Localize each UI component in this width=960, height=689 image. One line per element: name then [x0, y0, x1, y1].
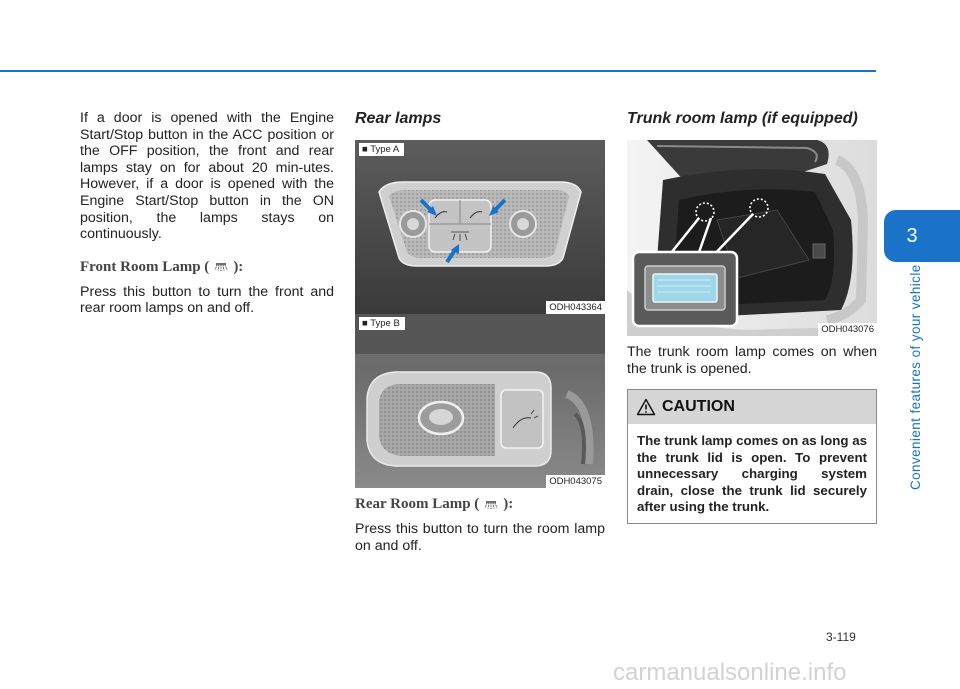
rear-heading-text: Rear Room Lamp ( [355, 496, 480, 512]
caution-label: CAUTION [662, 398, 735, 415]
rear-lamp-figure-type-b [355, 314, 605, 488]
column-2 [355, 110, 605, 554]
trunk-illustration [627, 140, 877, 336]
page-number: 3-119 [826, 630, 856, 644]
caution-box [627, 389, 877, 524]
type-a-label: ■ Type A [359, 143, 404, 156]
room-lamp-icon [212, 261, 230, 273]
front-heading-text: Front Room Lamp ( [80, 258, 210, 275]
room-lamp-icon [482, 499, 500, 511]
chapter-tab [884, 210, 960, 262]
rear-lamp-figure-type-a [355, 140, 605, 314]
front-room-lamp-heading [80, 259, 334, 276]
rear-room-lamp-text: Press this button to turn the room lamp on and off. [355, 521, 605, 554]
rear-lamp-type-a-illustration [355, 140, 605, 314]
chapter-number: 3 [906, 224, 918, 247]
front-heading-suffix: ): [233, 258, 244, 275]
front-room-lamp-text: Press this button to turn the front and rear room lamps on and off. [80, 283, 334, 317]
column-1 [80, 110, 334, 317]
figure-code-trunk: ODH043076 [818, 323, 877, 336]
figure-code-a: ODH043364 [546, 301, 605, 314]
caution-header [628, 390, 876, 424]
watermark-text: carmanualsonline.info [613, 659, 847, 686]
chapter-title: Convenient features of your vehicle [908, 264, 923, 490]
trunk-lamp-figure [627, 140, 877, 336]
top-rule [0, 70, 876, 72]
trunk-lamp-title: Trunk room lamp (if equipped) [627, 110, 858, 127]
type-b-label: ■ Type B [359, 317, 405, 330]
rear-room-lamp-heading [355, 496, 605, 513]
column-3 [627, 110, 877, 377]
rear-lamps-title: Rear lamps [355, 110, 442, 127]
intro-paragraph: If a door is opened with the Engine Start/Stop button in the ACC position or the OFF position, the front and rear lamps stay on for about 20 min-utes. However, if a door is opened with the Engine Start/Stop button in the ON position, the lamps stays on continuously. [80, 110, 334, 243]
figure-code-b: ODH043075 [546, 475, 605, 488]
trunk-lamp-text: The trunk room lamp comes on when the trunk is opened. [627, 344, 877, 377]
rear-heading-suffix: ): [503, 496, 514, 512]
caution-text: The trunk lamp comes on as long as the trunk lid is open. To prevent unnecessary charging system drain, close the trunk lid securely after using the trunk. [637, 433, 867, 514]
warning-triangle-icon [636, 398, 656, 416]
rear-lamp-type-b-illustration [355, 314, 605, 488]
